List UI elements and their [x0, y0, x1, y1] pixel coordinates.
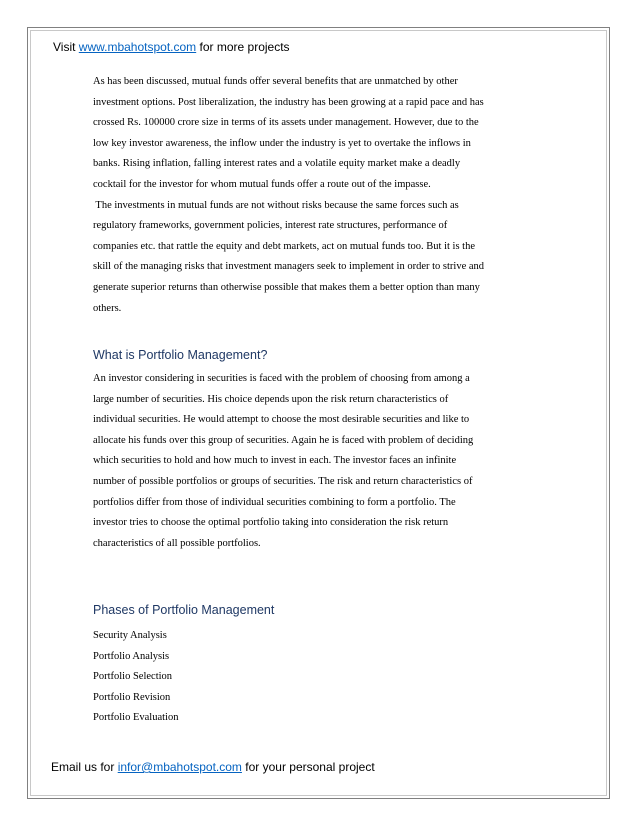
page-footer	[51, 760, 375, 774]
list-item: Portfolio Selection	[93, 671, 173, 682]
portfolio-management-paragraph	[93, 369, 503, 554]
intro-line: cocktail for the investor for whom mutual funds offer a route out of the impasse.	[93, 178, 431, 190]
list-item: Security Analysis	[93, 630, 167, 641]
intro-line: banks. Rising inflation, falling interest rates and a volatile equity market make a deadly	[93, 158, 461, 170]
list-item: Portfolio Revision	[93, 691, 171, 703]
paragraph-line: characteristics of all possible portfolios.	[93, 537, 261, 549]
paragraph-line: investor tries to choose the optimal portfolio taking into consideration the risk return	[93, 517, 449, 529]
paragraph-line: allocate his funds over this group of securities. Again he is faced with problem of deciding	[93, 434, 474, 446]
paragraph-line: number of possible portfolios or groups of securities. The risk and return characteristics of	[93, 475, 473, 487]
page-header	[53, 40, 290, 54]
phases-list	[93, 626, 503, 729]
list-item: Portfolio Evaluation	[93, 712, 179, 723]
footer-email-link[interactable]: infor@mbahotspot.com	[117, 760, 242, 774]
intro-line: low key investor awareness, the inflow under the industry is yet to overtake the inflows in	[93, 137, 471, 149]
paragraph-line: An investor considering in securities is faced with the problem of choosing from among a	[93, 373, 470, 384]
paragraph-line: which securities to hold and how much to invest in each. The investor faces an infinite	[93, 455, 457, 467]
intro-line: crossed Rs. 100000 crore size in terms of its assets under management. However, due to the	[93, 117, 479, 129]
header-website-link[interactable]: www.mbahotspot.com	[78, 40, 197, 54]
paragraph-line: large number of securities. His choice depends upon the risk return characteristics of	[93, 393, 449, 405]
intro-line: skill of the managing risks that investment managers seek to implement in order to strive and	[93, 261, 485, 273]
intro-line: companies etc. that rattle the equity and debt markets, act on mutual funds too. But it is the	[93, 240, 475, 252]
paragraph-line: individual securities. He would attempt to choose the most desirable securities and like to	[93, 414, 470, 426]
intro-line: others.	[93, 302, 122, 314]
footer-prefix: Email us for	[51, 760, 118, 774]
intro-paragraph	[93, 72, 503, 319]
section-heading-portfolio-management: What is Portfolio Management?	[93, 348, 268, 362]
paragraph-line: portfolios differ from those of individual securities combining to form a portfolio. The	[93, 496, 456, 508]
intro-line: regulatory frameworks, government policies, interest rate structures, performance of	[93, 220, 448, 232]
header-prefix: Visit	[53, 40, 79, 54]
footer-suffix: for your personal project	[241, 760, 375, 774]
intro-line: investment options. Post liberalization, the industry has been growing at a rapid pace and has	[93, 96, 484, 108]
section-heading-phases: Phases of Portfolio Management	[93, 603, 275, 617]
intro-line: The investments in mutual funds are not without risks because the same forces such as	[93, 199, 459, 211]
intro-line: As has been discussed, mutual funds offer several benefits that are unmatched by other	[93, 76, 458, 87]
list-item: Portfolio Analysis	[93, 650, 170, 662]
header-suffix: for more projects	[196, 40, 290, 54]
intro-line: generate superior returns than otherwise possible that makes them a better option than many	[93, 281, 480, 293]
